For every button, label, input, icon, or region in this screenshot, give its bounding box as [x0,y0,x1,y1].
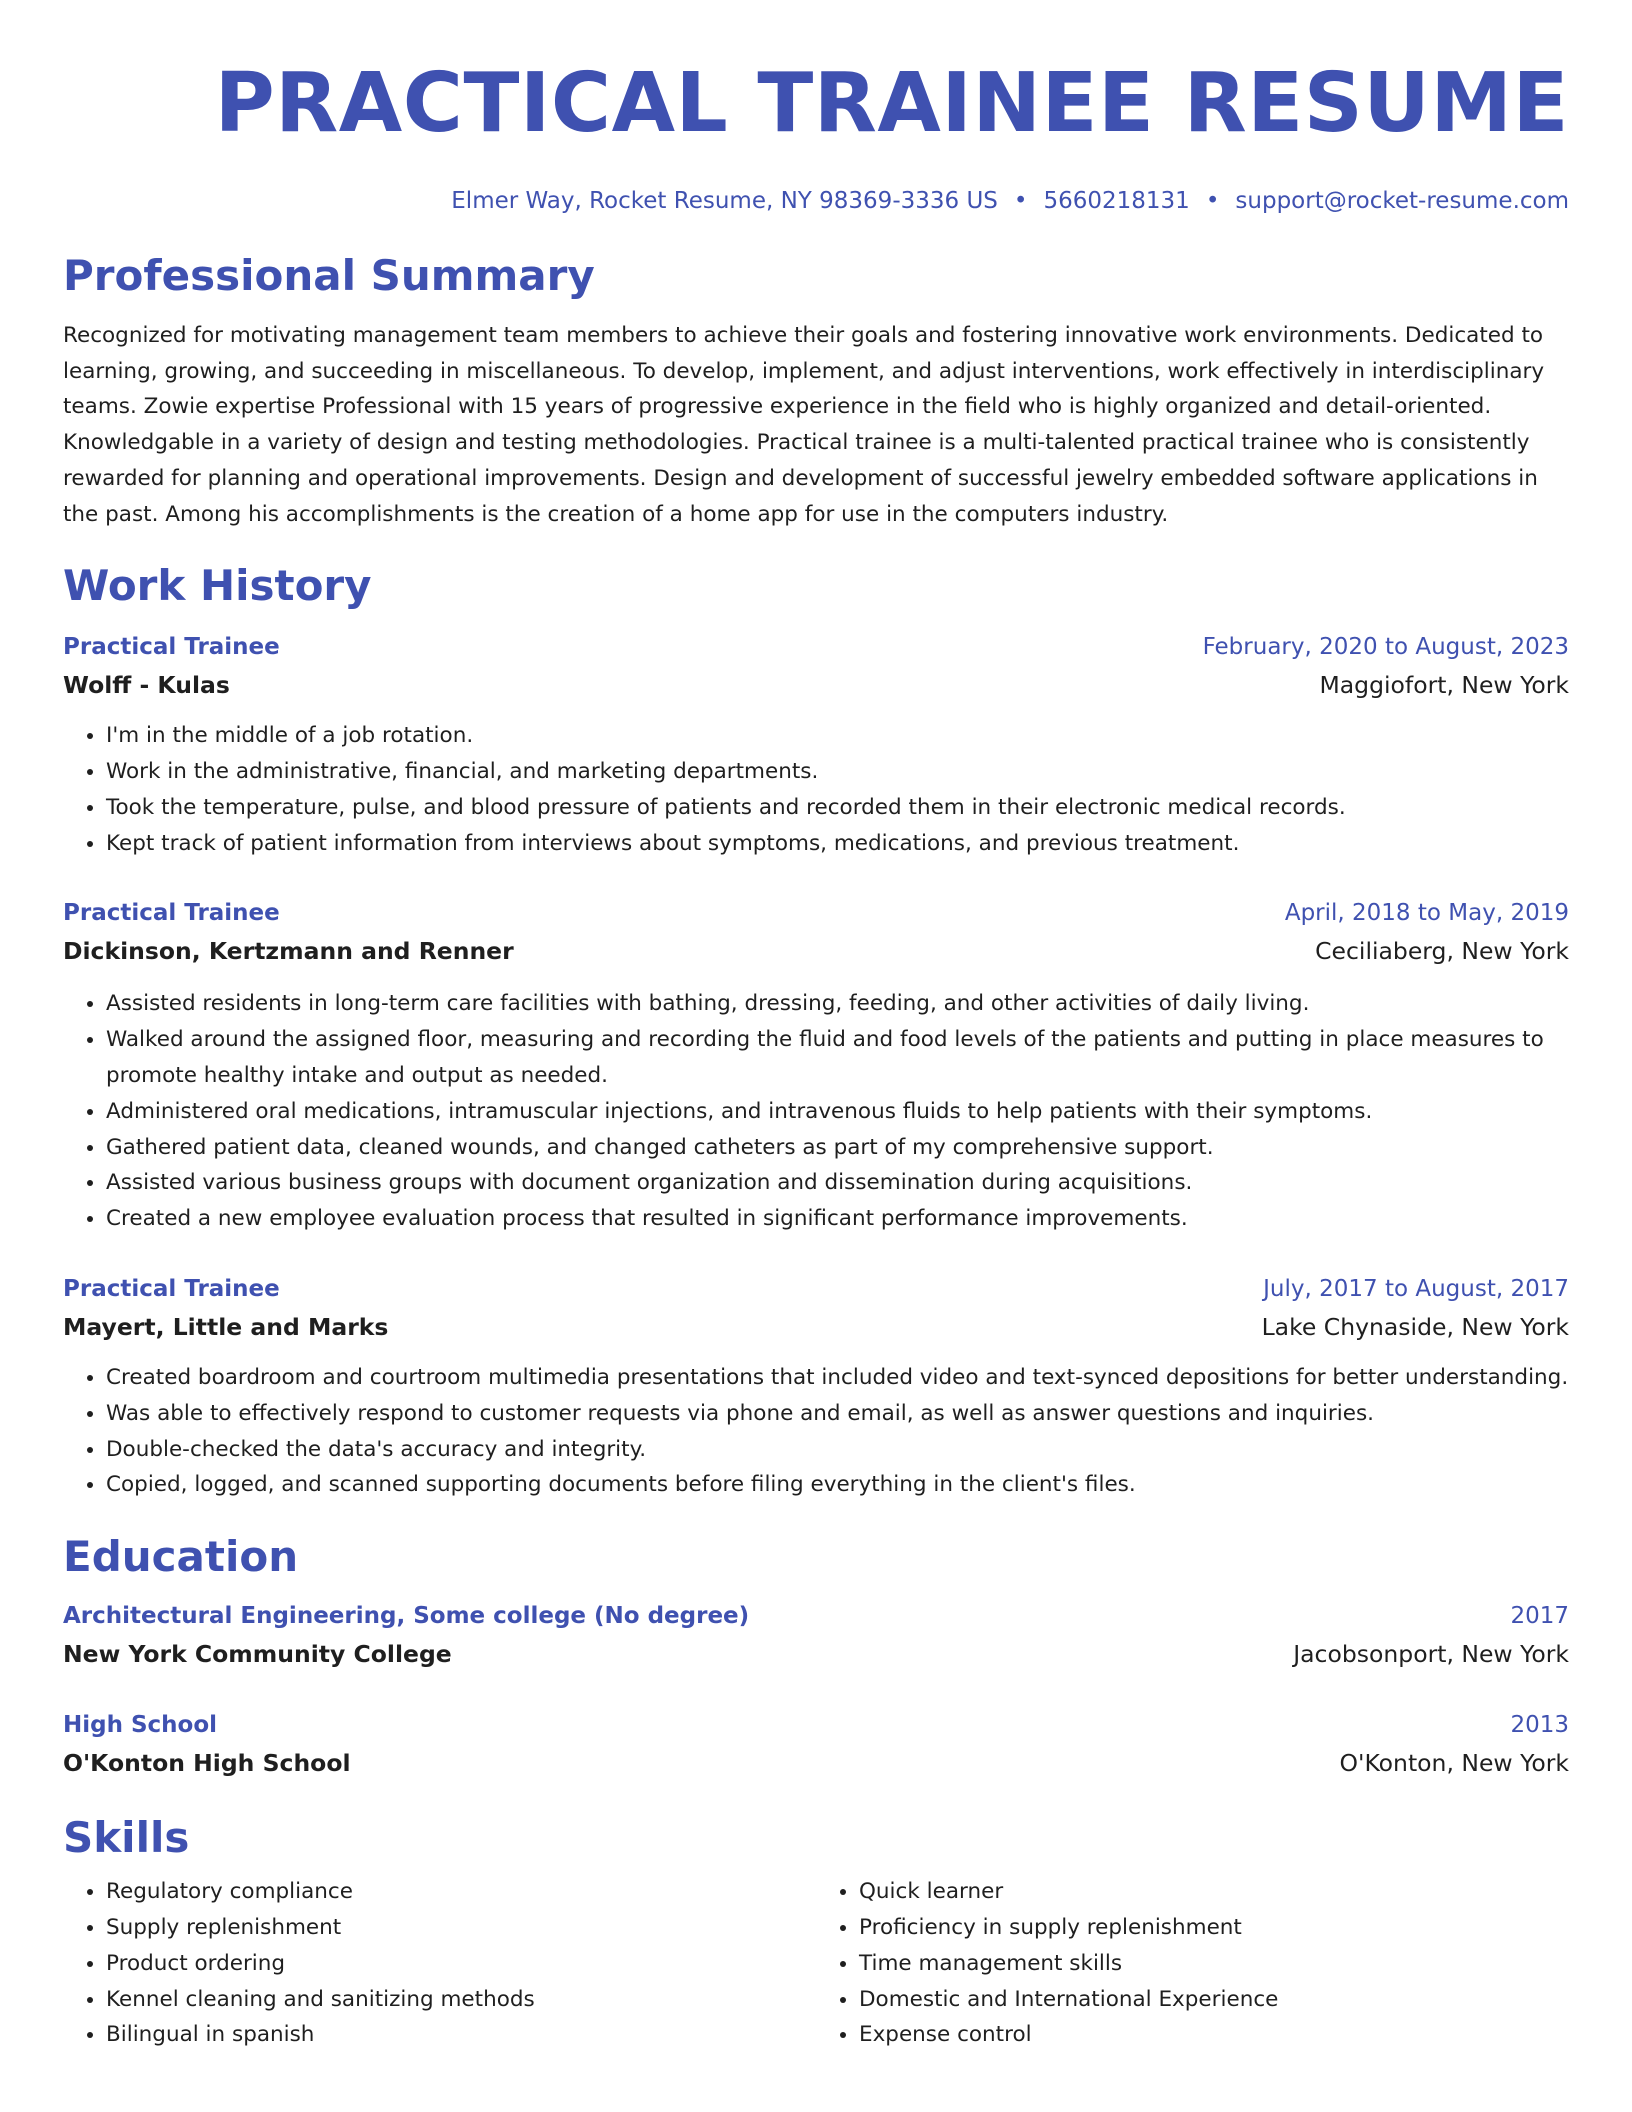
job-header-row [63,628,1569,666]
job-header-row [63,1270,1569,1308]
skill-item: • Supply replenishment [106,1910,816,1946]
job-company-row [63,932,1569,970]
education-entry [63,1706,1569,1782]
skill-item: • Product ordering [106,1946,816,1982]
skills-heading: Skills [63,1813,190,1863]
job-entry [63,894,1569,1237]
contact-separator: • [1205,188,1220,214]
skill-item: • Proficiency in supply replenishment [859,1910,1569,1946]
job-bullets [63,718,1569,861]
skills-list-right [816,1874,1569,2053]
job-bullets [63,1360,1569,1503]
job-title: Practical Trainee [63,900,280,927]
job-entry [63,1270,1569,1503]
job-company-row [63,666,1569,704]
contact-address: Elmer Way, Rocket Resume, NY 98369-3336 US [451,188,998,214]
education-location: O'Konton, New York [1339,1749,1569,1778]
education-year: 2017 [1510,1603,1569,1630]
resume-title: PRACTICAL TRAINEE RESUME [214,56,1569,151]
job-dates: February, 2020 to August, 2023 [1202,634,1569,661]
education-school-row [63,1744,1569,1782]
job-bullet: • Created boardroom and courtroom multimedia presentations that included video and text-synced depositions for better understanding. [106,1360,1569,1396]
skill-item: • Quick learner [859,1874,1569,1910]
education-heading: Education [63,1532,299,1582]
job-company: Wolff - Kulas [63,671,230,700]
education-header-row [63,1597,1569,1635]
contact-separator: • [1013,188,1028,214]
job-bullet: • Double-checked the data's accuracy and integrity. [106,1432,1569,1468]
education-location: Jacobsonport, New York [1293,1640,1569,1669]
contact-line [63,186,1569,216]
education-entry [63,1597,1569,1673]
job-bullet: • Copied, logged, and scanned supporting documents before filing everything in the client's files. [106,1467,1569,1503]
job-location: Ceciliaberg, New York [1315,937,1569,966]
job-bullet: • Assisted residents in long-term care facilities with bathing, dressing, feeding, and other activities of daily living. [106,986,1569,1022]
skill-item: • Kennel cleaning and sanitizing methods [106,1982,816,2018]
job-bullet: • Administered oral medications, intramuscular injections, and intravenous fluids to help patients with their symptoms. [106,1094,1569,1130]
job-header-row [63,894,1569,932]
skill-item: • Bilingual in spanish [106,2017,816,2053]
education-school-row [63,1635,1569,1673]
job-bullet: • Created a new employee evaluation process that resulted in significant performance improvements. [106,1201,1569,1237]
education-school: New York Community College [63,1640,452,1669]
job-company: Dickinson, Kertzmann and Renner [63,937,514,966]
skill-item: • Regulatory compliance [106,1874,816,1910]
job-title: Practical Trainee [63,634,280,661]
resume-header [63,56,1569,216]
skills-list-left [63,1874,816,2053]
job-dates: July, 2017 to August, 2017 [1263,1275,1569,1302]
job-location: Maggiofort, New York [1319,671,1569,700]
job-bullet: • Walked around the assigned floor, measuring and recording the fluid and food levels of the patients and putting in place measures to promote healthy intake and output as needed. [106,1022,1569,1094]
skill-item: • Domestic and International Experience [859,1982,1569,2018]
summary-heading: Professional Summary [63,251,595,300]
summary-text: Recognized for motivating management team members to achieve their goals and fostering innovative work environments. Dedicated to learning, growing, and succeeding in miscellaneous. To develop, implement, and adjust interventions, work effectively in interdisciplinary teams. Zowie expertise Professional with 15 years of progressive experience in the field who is highly organized and detail-oriented. Knowledgable in a variety of design and testing methodologies. Practical trainee is a multi-talented practical trainee who is consistently rewarded for planning and operational improvements. Design and development of successful jewelry embedded software applications in the past. Among his accomplishments is the creation of a home app for use in the computers industry. [63,323,1545,527]
education-degree: High School [63,1712,218,1739]
job-bullet: • Took the temperature, pulse, and blood pressure of patients and recorded them in their electronic medical records. [106,790,1569,826]
work-history-heading: Work History [63,561,372,611]
job-bullet: • Gathered patient data, cleaned wounds, and changed catheters as part of my comprehensive support. [106,1130,1569,1166]
job-bullet: • Work in the administrative, financial, and marketing departments. [106,754,1569,790]
job-bullet: • I'm in the middle of a job rotation. [106,718,1569,754]
job-bullet: • Assisted various business groups with document organization and dissemination during acquisitions. [106,1165,1569,1201]
job-location: Lake Chynaside, New York [1261,1312,1569,1341]
job-company-row [63,1308,1569,1346]
job-dates: April, 2018 to May, 2019 [1284,900,1569,927]
job-bullets [63,986,1569,1237]
education-header-row [63,1706,1569,1744]
skills-grid [63,1874,1569,2053]
skill-item: • Expense control [859,2017,1569,2053]
job-bullet: • Kept track of patient information from interviews about symptoms, medications, and previous treatment. [106,826,1569,862]
skill-item: • Time management skills [859,1946,1569,1982]
job-entry [63,628,1569,861]
education-school: O'Konton High School [63,1749,351,1778]
job-bullet: • Was able to effectively respond to customer requests via phone and email, as well as answer questions and inquiries. [106,1396,1569,1432]
contact-phone: 5660218131 [1043,188,1190,214]
education-degree: Architectural Engineering, Some college (No degree) [63,1603,750,1630]
job-title: Practical Trainee [63,1275,280,1302]
job-company: Mayert, Little and Marks [63,1312,389,1341]
contact-email: support@rocket-resume.com [1235,188,1569,214]
education-year: 2013 [1510,1712,1569,1739]
